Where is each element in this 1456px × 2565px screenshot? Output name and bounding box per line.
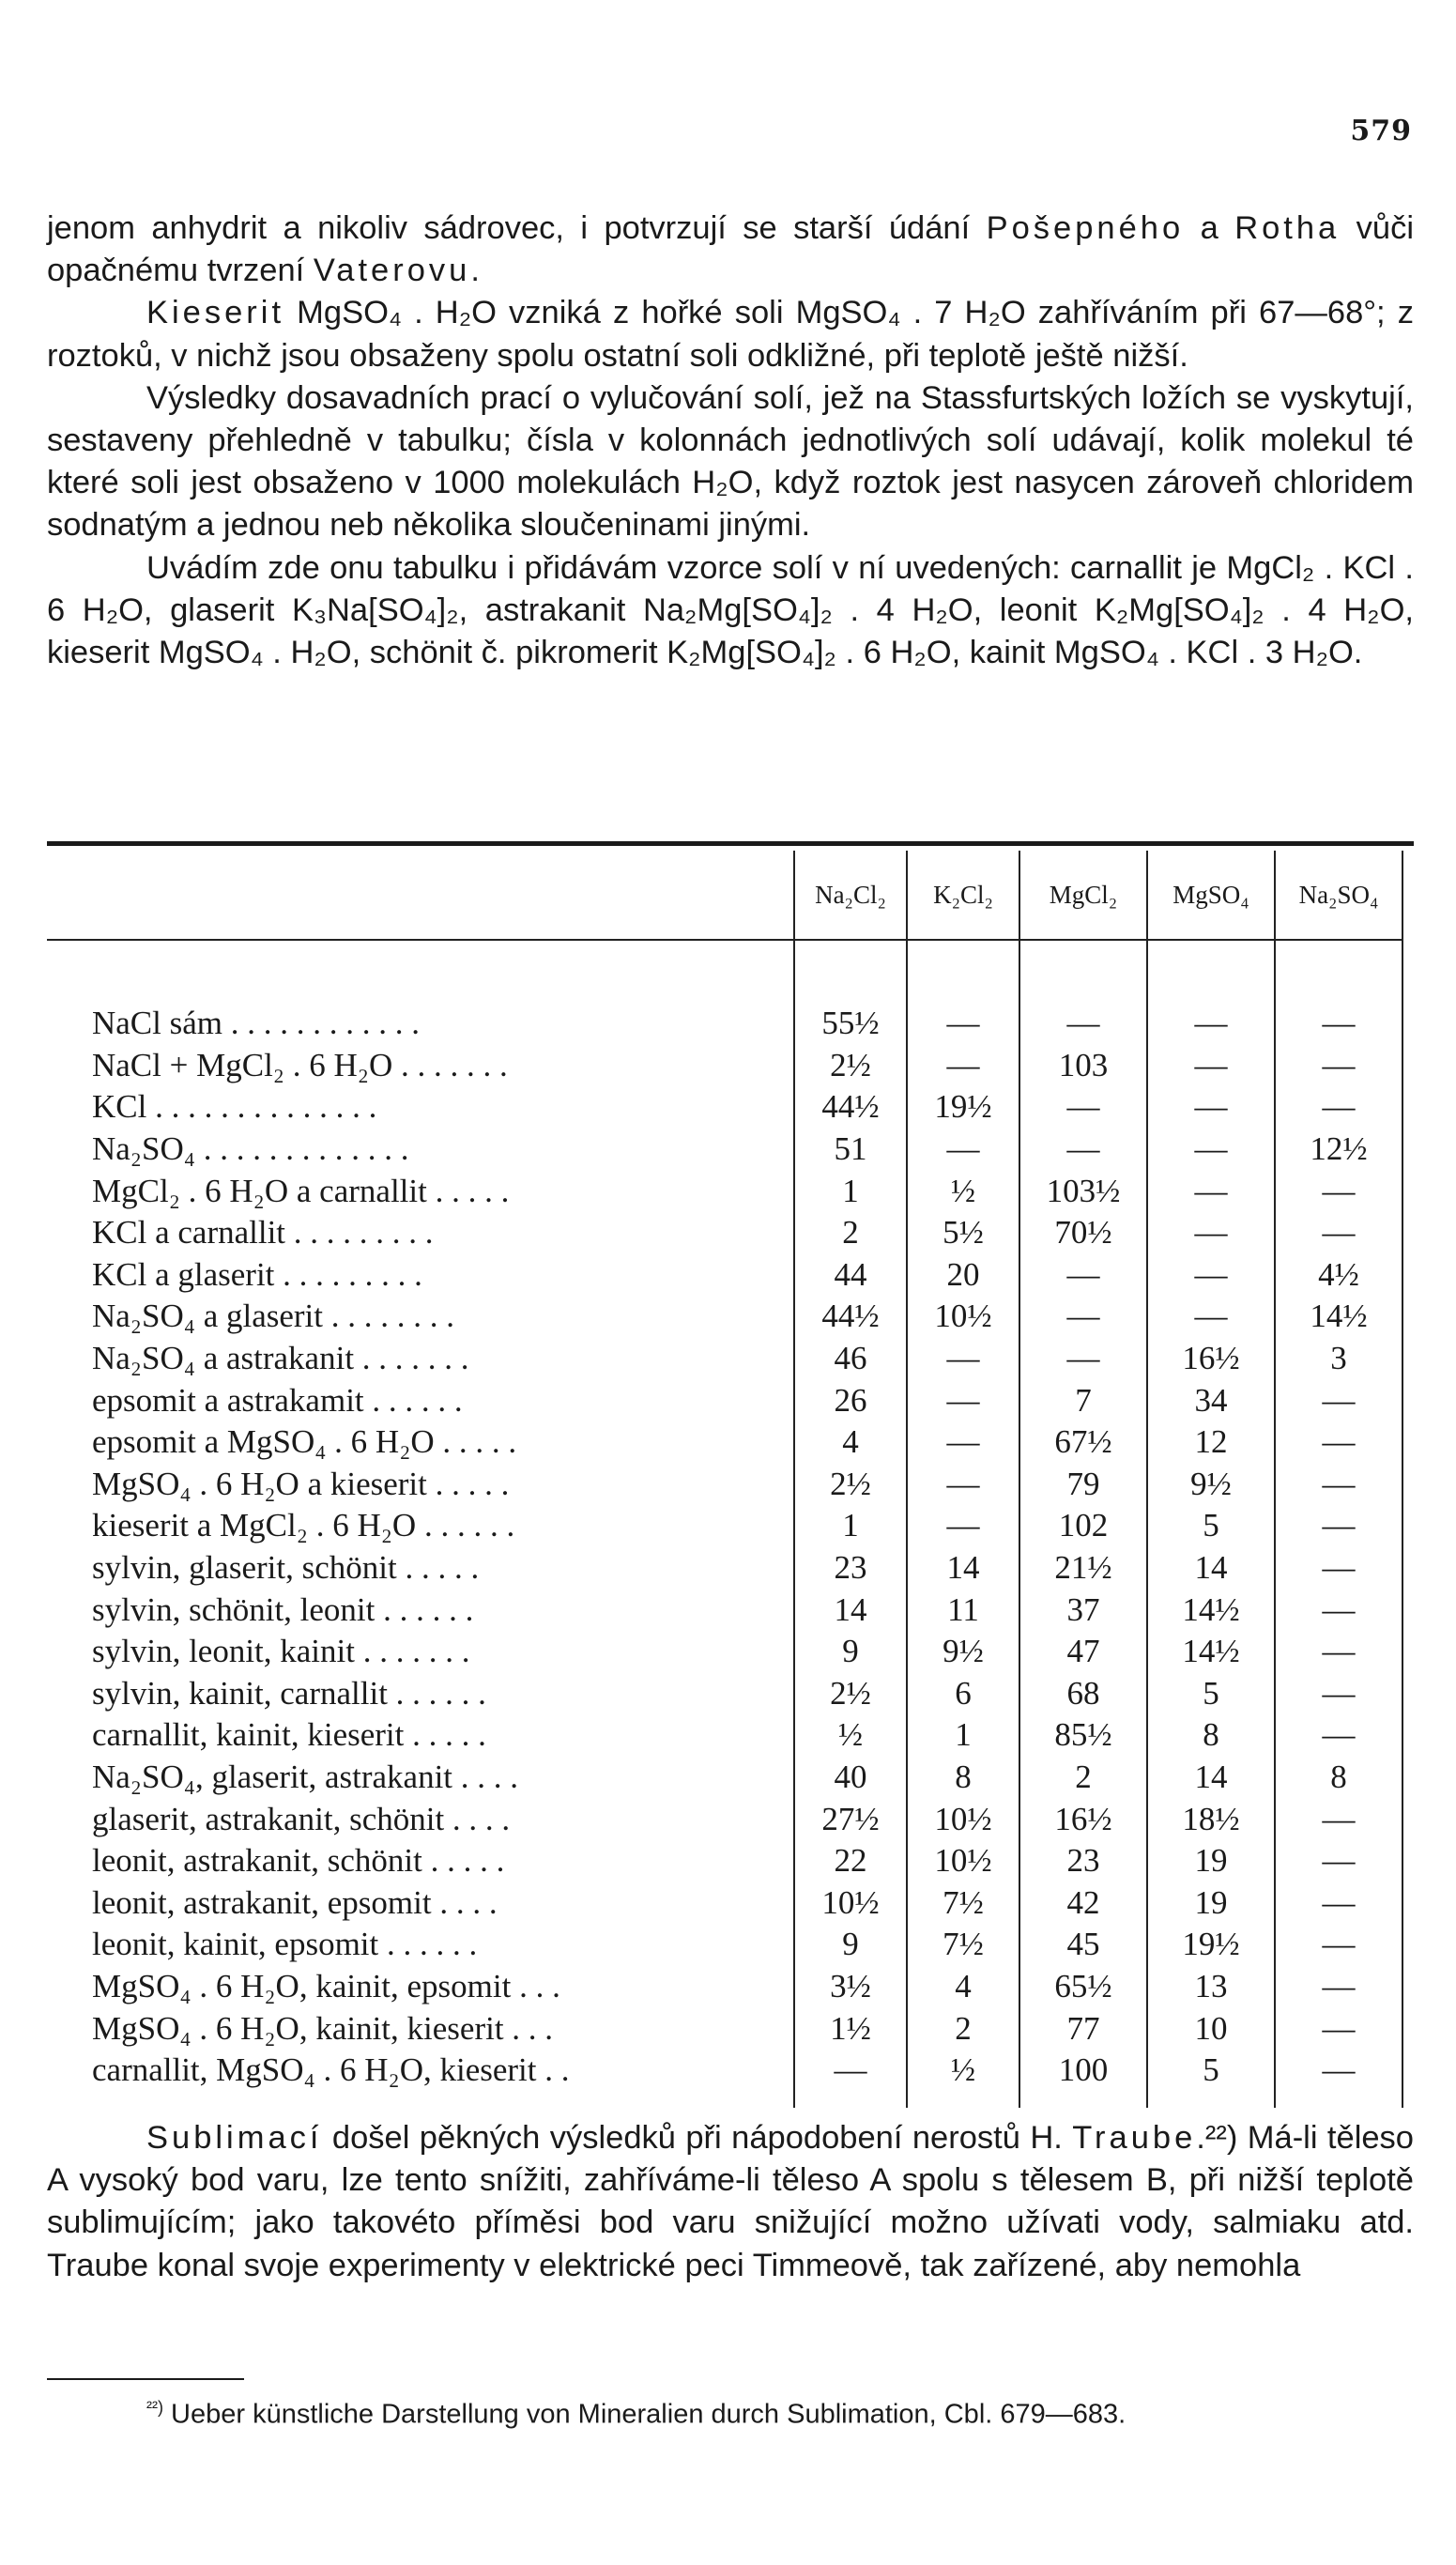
value-cell: — — [1019, 1129, 1147, 1171]
value-cell: ½ — [907, 1170, 1019, 1212]
text-run: Výsledky dosavadních prací o vylučování solí, jež na Stassfurtských ložích se vyskytují, sestaveny přehledně v tabulku; čísla v kolonnách jednotlivých solí udávají, kolik molekul té které soli jest obsaženo v 1000 molekulách H₂O, když roztok jest nasycen zároveň chloridem sodnatým a jednou neb několika sloučeninami jinými. — [47, 379, 1414, 544]
row-label: sylvin, kainit, carnallit . . . . . . — [92, 1674, 486, 1712]
value-cell: ½ — [907, 2050, 1019, 2092]
value-cell: 103½ — [1019, 1170, 1147, 1212]
value-cell: 16½ — [1019, 1798, 1147, 1840]
value-cell: — — [794, 2050, 907, 2092]
table-row — [47, 1003, 1414, 1045]
table-row — [47, 1170, 1414, 1212]
value-cell: 103 — [1019, 1045, 1147, 1087]
value-cell: — — [1275, 1966, 1402, 2008]
row-edge — [1402, 1170, 1414, 1212]
row-edge — [1402, 2050, 1414, 2092]
value-cell: — — [1275, 2007, 1402, 2050]
value-cell: 46 — [794, 1338, 907, 1380]
spacer-cell — [47, 940, 794, 1003]
spaced-name: Kieserit — [146, 295, 285, 331]
spacer-cell — [794, 2091, 907, 2108]
value-cell: 26 — [794, 1379, 907, 1421]
value-cell: 11 — [907, 1589, 1019, 1631]
value-cell: — — [1275, 1673, 1402, 1715]
value-cell: 7½ — [907, 1924, 1019, 1966]
value-cell: 19½ — [907, 1086, 1019, 1129]
value-cell: 51 — [794, 1129, 907, 1171]
value-cell: — — [1275, 1421, 1402, 1464]
table-spacer-row — [47, 940, 1414, 1003]
row-label: KCl a glaserit . . . . . . . . . — [92, 1255, 422, 1293]
value-cell: 44 — [794, 1254, 907, 1297]
value-cell: 14 — [1147, 1547, 1275, 1590]
table-row — [47, 1840, 1414, 1882]
value-cell: — — [1147, 1296, 1275, 1338]
value-cell: — — [1275, 1840, 1402, 1882]
value-cell: — — [1147, 1212, 1275, 1254]
table-row — [47, 1254, 1414, 1297]
value-cell: — — [1275, 1212, 1402, 1254]
row-label: carnallit, MgSO₄ . 6 H₂O, kieserit . . — [92, 2051, 570, 2089]
value-cell: 4 — [907, 1966, 1019, 2008]
value-cell: — — [907, 1421, 1019, 1464]
value-cell: — — [1019, 1003, 1147, 1045]
spacer-cell — [794, 940, 907, 1003]
row-edge — [1402, 1631, 1414, 1673]
spacer-cell — [1019, 940, 1147, 1003]
table-row — [47, 1924, 1414, 1966]
table-row — [47, 1589, 1414, 1631]
body-text-bottom — [47, 2117, 1414, 2287]
value-cell: 10½ — [907, 1798, 1019, 1840]
value-cell: 37 — [1019, 1589, 1147, 1631]
value-cell: 8 — [1147, 1714, 1275, 1757]
value-cell: — — [1019, 1296, 1147, 1338]
col-header: Na₂Cl₂ — [794, 851, 907, 940]
value-cell: 70½ — [1019, 1212, 1147, 1254]
row-label: KCl a carnallit . . . . . . . . . — [92, 1214, 434, 1252]
row-edge — [1402, 1464, 1414, 1506]
value-cell: 23 — [1019, 1840, 1147, 1882]
value-cell: 22 — [794, 1840, 907, 1882]
value-cell: ½ — [794, 1714, 907, 1757]
value-cell: 14 — [1147, 1757, 1275, 1799]
value-cell: 4 — [794, 1421, 907, 1464]
value-cell: 1 — [907, 1714, 1019, 1757]
value-cell: 27½ — [794, 1798, 907, 1840]
row-edge — [1402, 1003, 1414, 1045]
spaced-name: Traube — [1072, 2120, 1197, 2156]
spacer-cell — [1402, 2091, 1414, 2108]
table-row — [47, 1464, 1414, 1506]
col-header: Na₂SO₄ — [1275, 851, 1402, 940]
row-edge — [1402, 1924, 1414, 1966]
value-cell: 3 — [1275, 1338, 1402, 1380]
table-row — [47, 1338, 1414, 1380]
solubility-table-wrap — [47, 851, 1414, 2108]
value-cell: — — [1275, 1086, 1402, 1129]
value-cell: — — [907, 1379, 1019, 1421]
footnote-text: Ueber künstliche Darstellung von Mineralien durch Sublimation, Cbl. 679—683. — [171, 2399, 1126, 2430]
spacer-cell — [1147, 2091, 1275, 2108]
table-row — [47, 1547, 1414, 1590]
row-label: NaCl sám . . . . . . . . . . . . — [92, 1005, 421, 1042]
value-cell: 2½ — [794, 1464, 907, 1506]
body-paragraph — [47, 547, 1414, 675]
value-cell: 44½ — [794, 1086, 907, 1129]
value-cell: 14½ — [1275, 1296, 1402, 1338]
value-cell: — — [1275, 1589, 1402, 1631]
row-label: leonit, astrakanit, epsomit . . . . — [92, 1883, 498, 1921]
value-cell: — — [1275, 1379, 1402, 1421]
value-cell: — — [907, 1129, 1019, 1171]
value-cell: 10 — [1147, 2007, 1275, 2050]
value-cell: 5½ — [907, 1212, 1019, 1254]
spacer-cell — [1275, 2091, 1402, 2108]
value-cell: — — [1275, 1798, 1402, 1840]
body-paragraph — [47, 292, 1414, 376]
value-cell: 8 — [1275, 1757, 1402, 1799]
value-cell: — — [1275, 1924, 1402, 1966]
value-cell: 2 — [794, 1212, 907, 1254]
row-edge — [1402, 1129, 1414, 1171]
value-cell: 14½ — [1147, 1589, 1275, 1631]
row-label: Na₂SO₄ a glaserit . . . . . . . . — [92, 1298, 455, 1335]
col-header: MgSO₄ — [1147, 851, 1275, 940]
row-edge — [1402, 1505, 1414, 1547]
value-cell: 10½ — [794, 1882, 907, 1924]
value-cell: 77 — [1019, 2007, 1147, 2050]
table-row — [47, 1505, 1414, 1547]
spacer-cell — [907, 2091, 1019, 2108]
table-body — [47, 940, 1414, 2108]
value-cell: 21½ — [1019, 1547, 1147, 1590]
table-row — [47, 1086, 1414, 1129]
value-cell: — — [907, 1464, 1019, 1506]
row-label: epsomit a MgSO₄ . 6 H₂O . . . . . — [92, 1423, 517, 1461]
value-cell: 68 — [1019, 1673, 1147, 1715]
footnote-marker: ²²) — [146, 2398, 163, 2417]
value-cell: 42 — [1019, 1882, 1147, 1924]
row-edge — [1402, 1798, 1414, 1840]
value-cell: — — [1275, 1045, 1402, 1087]
value-cell: 3½ — [794, 1966, 907, 2008]
row-edge — [1402, 1714, 1414, 1757]
value-cell: 47 — [1019, 1631, 1147, 1673]
table-row — [47, 2050, 1414, 2092]
value-cell: 1 — [794, 1505, 907, 1547]
value-cell: 19½ — [1147, 1924, 1275, 1966]
body-paragraph — [47, 377, 1414, 547]
row-label: Na₂SO₄, glaserit, astrakanit . . . . — [92, 1758, 519, 1795]
row-edge — [1402, 1254, 1414, 1297]
value-cell: 5 — [1147, 1673, 1275, 1715]
value-cell: — — [907, 1003, 1019, 1045]
value-cell: 19 — [1147, 1882, 1275, 1924]
text-run: Uvádím zde onu tabulku i přidávám vzorce solí v ní uvedených: carnallit je MgCl₂ . KCl . 6 H₂O, glaserit K₃Na[SO₄]₂, astrakanit Na₂Mg[SO₄]₂ . 4 H₂O, leonit K₂Mg[SO₄]₂ . 4 H₂O, kieserit MgSO₄ . H₂O, schönit č. pikromerit K₂Mg[SO₄]₂ . 6 H₂O, kainit MgSO₄ . KCl . 3 H₂O. — [47, 549, 1414, 671]
table-row — [47, 2007, 1414, 2050]
spacer-cell — [1402, 940, 1414, 1003]
body-text-top — [47, 207, 1414, 674]
text-run: MgSO₄ . H₂O vzniká z hořké soli MgSO₄ . 7 H₂O zahříváním při 67—68°; z roztoků, v nichž jsou obsaženy spolu ostatní soli odkližné, při teplotě ještě nižší. — [47, 295, 1414, 374]
row-label: MgCl₂ . 6 H₂O a carnallit . . . . . — [92, 1172, 510, 1209]
row-label: Na₂SO₄ . . . . . . . . . . . . . — [92, 1130, 409, 1168]
table-row — [47, 1045, 1414, 1087]
table-header-row — [47, 851, 1414, 940]
table-row — [47, 1212, 1414, 1254]
value-cell: — — [1147, 1086, 1275, 1129]
row-edge — [1402, 1212, 1414, 1254]
value-cell: 85½ — [1019, 1714, 1147, 1757]
row-edge — [1402, 1296, 1414, 1338]
row-edge — [1402, 2007, 1414, 2050]
spaced-name: Rotha — [1234, 210, 1341, 246]
value-cell: — — [1275, 2050, 1402, 2092]
value-cell: 14½ — [1147, 1631, 1275, 1673]
spacer-cell — [907, 940, 1019, 1003]
value-cell: — — [907, 1338, 1019, 1380]
row-edge — [1402, 1882, 1414, 1924]
col-header: K₂Cl₂ — [907, 851, 1019, 940]
page-number: 579 — [1350, 115, 1412, 147]
footnote-rule — [47, 2378, 244, 2380]
row-label: sylvin, glaserit, schönit . . . . . — [92, 1549, 480, 1587]
value-cell: 9 — [794, 1631, 907, 1673]
row-label: sylvin, schönit, leonit . . . . . . — [92, 1590, 474, 1628]
value-cell: — — [1019, 1254, 1147, 1297]
value-cell: 5 — [1147, 2050, 1275, 2092]
value-cell: — — [1147, 1129, 1275, 1171]
table-row — [47, 1631, 1414, 1673]
text-run: .²²) Má-li těleso A vysoký bod varu, lze tento snížiti, zahříváme-li těleso A spolu s tělesem B, při nižší teplotě sublimujícím; jako takovéto příměsi bod varu snižující možno užívati vody, salmiaku atd. Traube konal svoje experimenty v elektrické peci Timmeově, tak zařízené, aby nemohla — [47, 2120, 1414, 2283]
value-cell: 12½ — [1275, 1129, 1402, 1171]
value-cell: 9½ — [907, 1631, 1019, 1673]
footnote — [47, 2388, 1414, 2434]
row-label: kieserit a MgCl₂ . 6 H₂O . . . . . . — [92, 1507, 515, 1544]
row-label: epsomit a astrakamit . . . . . . — [92, 1381, 463, 1419]
value-cell: 20 — [907, 1254, 1019, 1297]
text-run: vůči opačnému tvrzení — [47, 210, 1415, 289]
row-edge — [1402, 1421, 1414, 1464]
row-label: NaCl + MgCl₂ . 6 H₂O . . . . . . . — [92, 1046, 508, 1083]
text-run: a — [1184, 210, 1235, 246]
value-cell: 13 — [1147, 1966, 1275, 2008]
table-row — [47, 1673, 1414, 1715]
spacer-cell — [1147, 940, 1275, 1003]
row-edge — [1402, 1045, 1414, 1087]
value-cell: 23 — [794, 1547, 907, 1590]
row-edge — [1402, 1589, 1414, 1631]
value-cell: 6 — [907, 1673, 1019, 1715]
spaced-name: Vaterovu — [313, 253, 471, 289]
row-edge — [1402, 1086, 1414, 1129]
row-label: MgSO₄ . 6 H₂O, kainit, kieserit . . . — [92, 2009, 554, 2047]
value-cell: 1 — [794, 1170, 907, 1212]
solubility-table — [47, 851, 1414, 2108]
value-cell: 7 — [1019, 1379, 1147, 1421]
value-cell: 2 — [1019, 1757, 1147, 1799]
table-row — [47, 1421, 1414, 1464]
value-cell: 2½ — [794, 1673, 907, 1715]
value-cell: 34 — [1147, 1379, 1275, 1421]
value-cell: — — [907, 1045, 1019, 1087]
value-cell: — — [1147, 1045, 1275, 1087]
value-cell: 10½ — [907, 1840, 1019, 1882]
table-row — [47, 1882, 1414, 1924]
value-cell: 55½ — [794, 1003, 907, 1045]
row-edge — [1402, 1673, 1414, 1715]
header-edge — [1402, 851, 1414, 940]
table-row — [47, 1798, 1414, 1840]
value-cell: 65½ — [1019, 1966, 1147, 2008]
value-cell: 9 — [794, 1924, 907, 1966]
value-cell: 12 — [1147, 1421, 1275, 1464]
value-cell: — — [1019, 1086, 1147, 1129]
col-header: MgCl₂ — [1019, 851, 1147, 940]
value-cell: 102 — [1019, 1505, 1147, 1547]
value-cell: 14 — [794, 1589, 907, 1631]
table-row — [47, 1757, 1414, 1799]
value-cell: — — [907, 1505, 1019, 1547]
row-label: glaserit, astrakanit, schönit . . . . — [92, 1800, 511, 1837]
value-cell: 8 — [907, 1757, 1019, 1799]
spacer-cell — [1019, 2091, 1147, 2108]
row-label: Na₂SO₄ a astrakanit . . . . . . . — [92, 1340, 469, 1377]
text-run: . — [470, 253, 480, 289]
row-label: MgSO₄ . 6 H₂O a kieserit . . . . . — [92, 1465, 510, 1502]
value-cell: 1½ — [794, 2007, 907, 2050]
value-cell: 7½ — [907, 1882, 1019, 1924]
row-edge — [1402, 1840, 1414, 1882]
value-cell: 10½ — [907, 1296, 1019, 1338]
body-paragraph — [47, 2117, 1414, 2287]
spaced-name: Sublimací — [146, 2120, 323, 2156]
row-label: MgSO₄ . 6 H₂O, kainit, epsomit . . . — [92, 1967, 560, 2004]
row-label: carnallit, kainit, kieserit . . . . . — [92, 1716, 486, 1754]
table-row — [47, 1714, 1414, 1757]
row-label: leonit, astrakanit, schönit . . . . . — [92, 1842, 505, 1880]
value-cell: — — [1147, 1003, 1275, 1045]
header-blank — [47, 851, 794, 940]
text-run: jenom anhydrit a nikoliv sádrovec, i potvrzují se starší údání — [47, 210, 987, 246]
table-top-rule — [47, 841, 1414, 846]
spacer-cell — [1275, 940, 1402, 1003]
row-edge — [1402, 1966, 1414, 2008]
row-edge — [1402, 1338, 1414, 1380]
table-row — [47, 1966, 1414, 2008]
text-run: došel pěkných výsledků při nápodobení nerostů H. — [322, 2120, 1073, 2156]
value-cell: 18½ — [1147, 1798, 1275, 1840]
value-cell: — — [1147, 1170, 1275, 1212]
value-cell: 45 — [1019, 1924, 1147, 1966]
value-cell: — — [1275, 1464, 1402, 1506]
row-label: sylvin, leonit, kainit . . . . . . . — [92, 1633, 470, 1670]
value-cell: 16½ — [1147, 1338, 1275, 1380]
value-cell: 100 — [1019, 2050, 1147, 2092]
value-cell: 9½ — [1147, 1464, 1275, 1506]
row-edge — [1402, 1379, 1414, 1421]
row-edge — [1402, 1757, 1414, 1799]
value-cell: — — [1147, 1254, 1275, 1297]
spaced-name: Pošepného — [986, 210, 1185, 246]
table-row — [47, 1379, 1414, 1421]
body-paragraph — [47, 207, 1414, 292]
value-cell: — — [1275, 1505, 1402, 1547]
value-cell: 67½ — [1019, 1421, 1147, 1464]
value-cell: 40 — [794, 1757, 907, 1799]
value-cell: — — [1275, 1003, 1402, 1045]
value-cell: — — [1019, 1338, 1147, 1380]
value-cell: 4½ — [1275, 1254, 1402, 1297]
row-label: leonit, kainit, epsomit . . . . . . — [92, 1926, 478, 1963]
value-cell: 14 — [907, 1547, 1019, 1590]
row-label: KCl . . . . . . . . . . . . . . — [92, 1088, 377, 1126]
value-cell: — — [1275, 1547, 1402, 1590]
table-row — [47, 1296, 1414, 1338]
value-cell: 44½ — [794, 1296, 907, 1338]
value-cell: — — [1275, 1631, 1402, 1673]
value-cell: 79 — [1019, 1464, 1147, 1506]
value-cell: 5 — [1147, 1505, 1275, 1547]
row-edge — [1402, 1547, 1414, 1590]
table-spacer-row — [47, 2091, 1414, 2108]
value-cell: 2 — [907, 2007, 1019, 2050]
value-cell: — — [1275, 1882, 1402, 1924]
value-cell: — — [1275, 1170, 1402, 1212]
value-cell: 19 — [1147, 1840, 1275, 1882]
value-cell: — — [1275, 1714, 1402, 1757]
spacer-cell — [47, 2091, 794, 2108]
value-cell: 2½ — [794, 1045, 907, 1087]
table-row — [47, 1129, 1414, 1171]
